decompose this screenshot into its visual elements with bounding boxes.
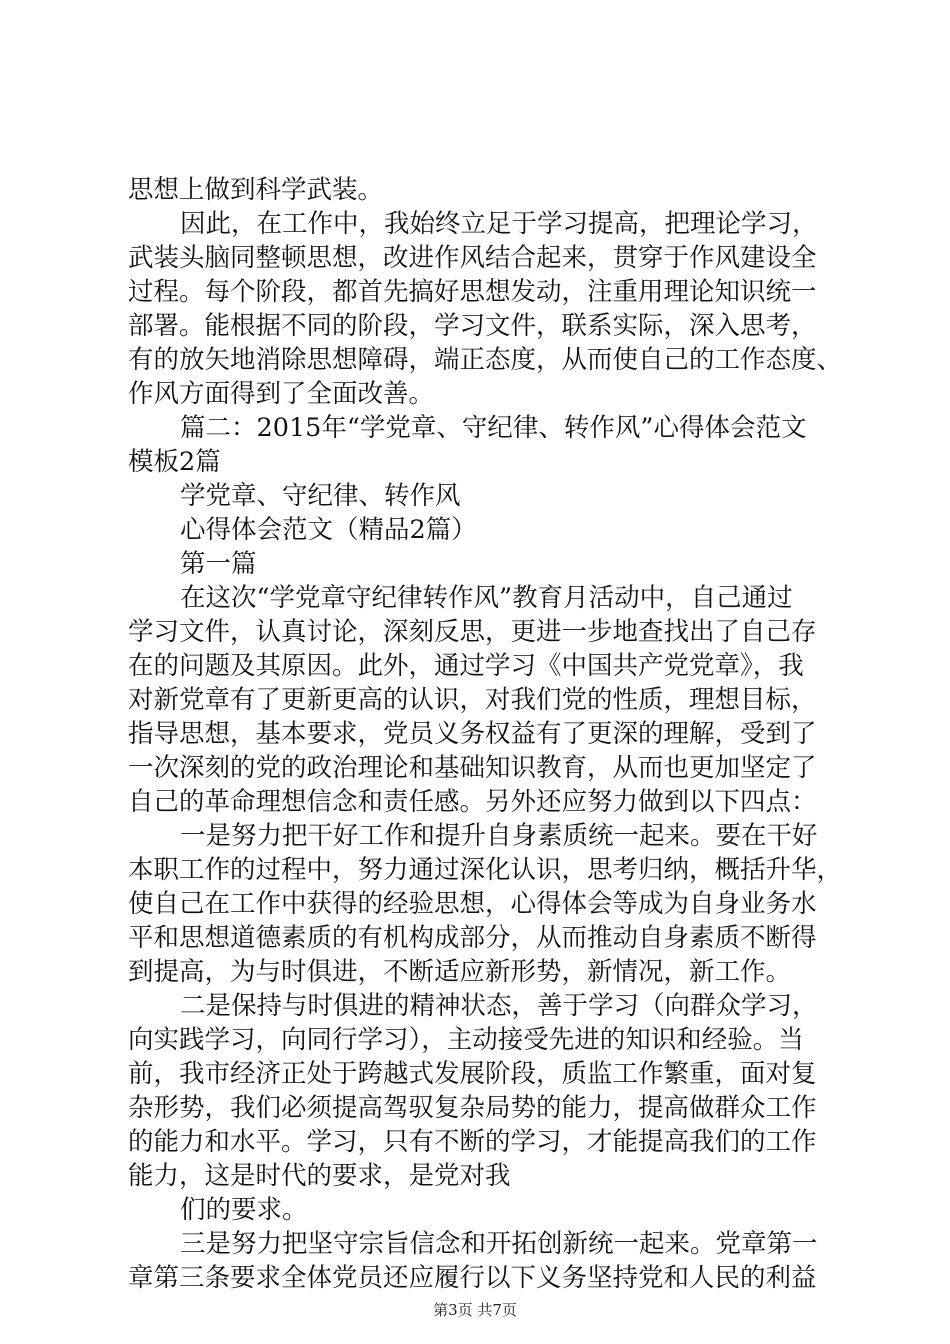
text-line: 对新党章有了更新更高的认识，对我们党的性质，理想目标， [128,685,817,715]
text-line: 本职工作的过程中，努力通过深化认识，思考归纳，概括升华， [128,855,843,885]
text-line: 学习文件，认真讨论，深刻反思，更进一步地查找出了自己存 [128,617,817,647]
text-line: 二是保持与时俱进的精神状态，善于学习（向群众学习， [180,991,818,1021]
section-heading: 模板2篇 [128,447,221,477]
text-line: 在的问题及其原因。此外，通过学习《中国共产党党章》，我 [128,651,804,681]
text-line: 有的放矢地消除思想障碍，端正态度，从而使自己的工作态度、 [128,345,843,375]
text-line: 向实践学习，向同行学习），主动接受先进的知识和经验。当 [128,1025,804,1055]
text-line: 们的要求。 [180,1195,308,1225]
text-line: 三是努力把坚守宗旨信念和开拓创新统一起来。党章第一 [180,1229,818,1259]
text-line: 指导思想，基本要求，党员义务权益有了更深的理解，受到了 [128,719,817,749]
section-heading: 篇二：2015年“学党章、守纪律、转作风”心得体会范文 [180,413,807,443]
page-number-footer: 第3页 共7页 [433,1301,517,1319]
text-line: 使自己在工作中获得的经验思想，心得体会等成为自身业务水 [128,889,817,919]
text-line: 自己的革命理想信念和责任感。另外还应努力做到以下四点： [128,787,817,817]
text-line: 过程。每个阶段，都首先搞好思想发动，注重用理论知识统一 [128,277,817,307]
text-line: 前，我市经济正处于跨越式发展阶段，质监工作繁重，面对复 [128,1059,817,1089]
text-line: 到提高，为与时俱进，不断适应新形势，新情况，新工作。 [128,957,792,987]
text-line: 一次深刻的党的政治理论和基础知识教育，从而也更加坚定了 [128,753,817,783]
text-line: 能力，这是时代的要求，是党对我 [128,1161,511,1191]
text-line: 在这次“学党章守纪律转作风”教育月活动中，自己通过 [180,583,793,613]
text-line: 思想上做到科学武装。 [128,175,384,205]
article-subtitle: 心得体会范文（精品2篇） [180,515,477,545]
text-line: 一是努力把干好工作和提升自身素质统一起来。要在干好 [180,821,818,851]
text-line: 杂形势，我们必须提高驾驭复杂局势的能力，提高做群众工作 [128,1093,817,1123]
text-line: 平和思想道德素质的有机构成部分，从而推动自身素质不断得 [128,923,817,953]
text-line: 因此，在工作中，我始终立足于学习提高，把理论学习， [180,209,818,239]
text-line: 作风方面得到了全面改善。 [128,379,435,409]
text-line: 章第三条要求全体党员还应履行以下义务坚持党和人民的利益 [128,1263,817,1293]
text-line: 部署。能根据不同的阶段，学习文件，联系实际，深入思考， [128,311,817,341]
text-line: 武装头脑同整顿思想，改进作风结合起来，贯穿于作风建设全 [128,243,817,273]
article-title: 学党章、守纪律、转作风 [180,481,461,511]
text-line: 的能力和水平。学习，只有不断的学习，才能提高我们的工作 [128,1127,817,1157]
part-heading: 第一篇 [180,549,257,579]
